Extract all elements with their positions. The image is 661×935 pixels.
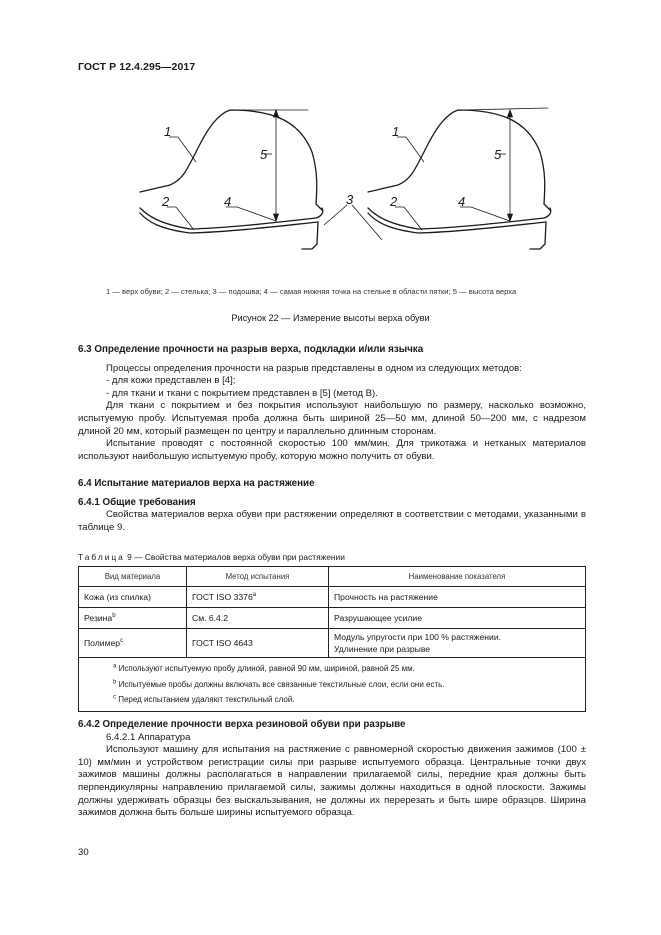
table-footnote: $^c$ Перед испытанием удаляют текстильный слой. <box>113 694 295 704</box>
page-number: 30 <box>78 847 89 858</box>
paragraph: Процессы определения прочности на разрыв представлены в одном из следующих методов: <box>106 362 522 374</box>
indicator-cell: Разрушающее усилие <box>329 608 586 629</box>
callout-4-right: 4 <box>458 194 466 209</box>
callout-1-left: 1 <box>164 124 172 139</box>
indicator-cell: Прочность на растяжение <box>329 587 586 608</box>
method-cell: См. 6.4.2 <box>187 608 329 629</box>
paragraph: Для ткани с покрытием и без покрытия используют наибольшую по размеру, насколько возможно, испытуемую пробу. Испытуемая проба должна быть шириной 25—50 мм, длиной 50—200 мм, с надрезом длиной 20 мм, который размещен по центру и параллельно длинным сторонам. <box>78 400 586 437</box>
table-footnotes <box>79 658 586 712</box>
callout-5-right: 5 <box>494 147 502 162</box>
subsection-heading: 6.4.2.1 Аппаратура <box>106 731 191 743</box>
figure-legend: 1 — верх обуви; 2 — стелька; 3 — подошва; 4 — самая нижняя точка на стельке в области пятки; 5 — высота верха <box>106 287 517 296</box>
material-properties-table <box>78 566 586 712</box>
list-item: - для кожи представлен в [4]; <box>106 375 236 387</box>
figure-caption: Рисунок 22 — Измерение высоты верха обуви <box>231 313 430 323</box>
callout-2-right: 2 <box>390 194 398 209</box>
table-footnote: $^a$ Используют испытуемую пробу длиной, равной 90 мм, шириной, равной 25 мм. <box>113 663 415 673</box>
boot-height-figure <box>100 92 570 267</box>
table-header: Наименование показателя <box>329 567 586 587</box>
section-6-4-2-heading: 6.4.2 Определение прочности верха резиновой обуви при разрыве <box>78 719 406 730</box>
indicator-cell: Модуль упругости при 100 % растяжении. Удлинение при разрыве <box>329 629 586 658</box>
section-6-4-2 <box>78 719 586 820</box>
callout-1-right: 1 <box>392 124 400 139</box>
table-row <box>79 629 586 658</box>
material-cell: Резина$^b$ <box>79 608 187 629</box>
callout-4-left: 4 <box>224 194 232 209</box>
paragraph: Испытание проводят с постоянной скоростью 100 мм/мин. Для трикотажа и нетканых материалов используют наибольшую испытуемую пробу, которую можно получить от обуви. <box>78 438 586 462</box>
method-cell: ГОСТ ISO 4643 <box>187 629 329 658</box>
section-6-4-1-heading: 6.4.1 Общие требования <box>78 496 196 508</box>
document-header: ГОСТ Р 12.4.295—2017 <box>78 61 196 73</box>
section-6-3-heading: 6.3 Определение прочности на разрыв верха, подкладки и/или язычка <box>78 344 424 355</box>
table-caption: Таблица 9 — Свойства материалов верха обуви при растяжении <box>78 552 345 562</box>
callout-2-left: 2 <box>162 194 170 209</box>
section-6-4 <box>78 478 586 534</box>
section-6-4-heading: 6.4 Испытание материалов верха на растяжение <box>78 478 315 489</box>
callout-5-left: 5 <box>260 147 268 162</box>
paragraph: Используют машину для испытания на растяжение с равномерной скоростью движения зажимов (100 ± 10) мм/мин и устройством регистрации силы при разрыве испытуемого образца. Центральные точки двух зажимов машины должны располагаться в направлении прилагаемой силы, передние края должны быть перпендикулярны направлению прилагаемой силы, зажимы должны находиться в одной плоскости. Зажимы должны удерживать образцы без выскальзывания, не должны их перерезать и быть шире образцов. Ширина зажимов должна быть больше ширины испытуемого образца. <box>78 744 586 819</box>
table-header: Метод испытания <box>187 567 329 587</box>
list-item: - для ткани и ткани с покрытием представлен в [5] (метод В). <box>106 387 378 399</box>
material-cell: Кожа (из спилка) <box>79 587 187 608</box>
method-cell: ГОСТ ISO 3376$^a$ <box>187 587 329 608</box>
table-footnote: $^b$ Испытуемые пробы должны включать все связанные текстильные слои, если они есть. <box>113 678 445 689</box>
material-cell: Полимер$^c$ <box>79 629 187 658</box>
table-header: Вид материала <box>79 567 187 587</box>
paragraph: Свойства материалов верха обуви при растяжении определяют в соответствии с методами, указанными в таблице 9. <box>78 509 586 533</box>
table-row <box>79 587 586 608</box>
table-header-row <box>79 567 586 587</box>
section-6-3 <box>78 344 586 463</box>
callout-3: 3 <box>346 192 354 207</box>
table-row <box>79 608 586 629</box>
